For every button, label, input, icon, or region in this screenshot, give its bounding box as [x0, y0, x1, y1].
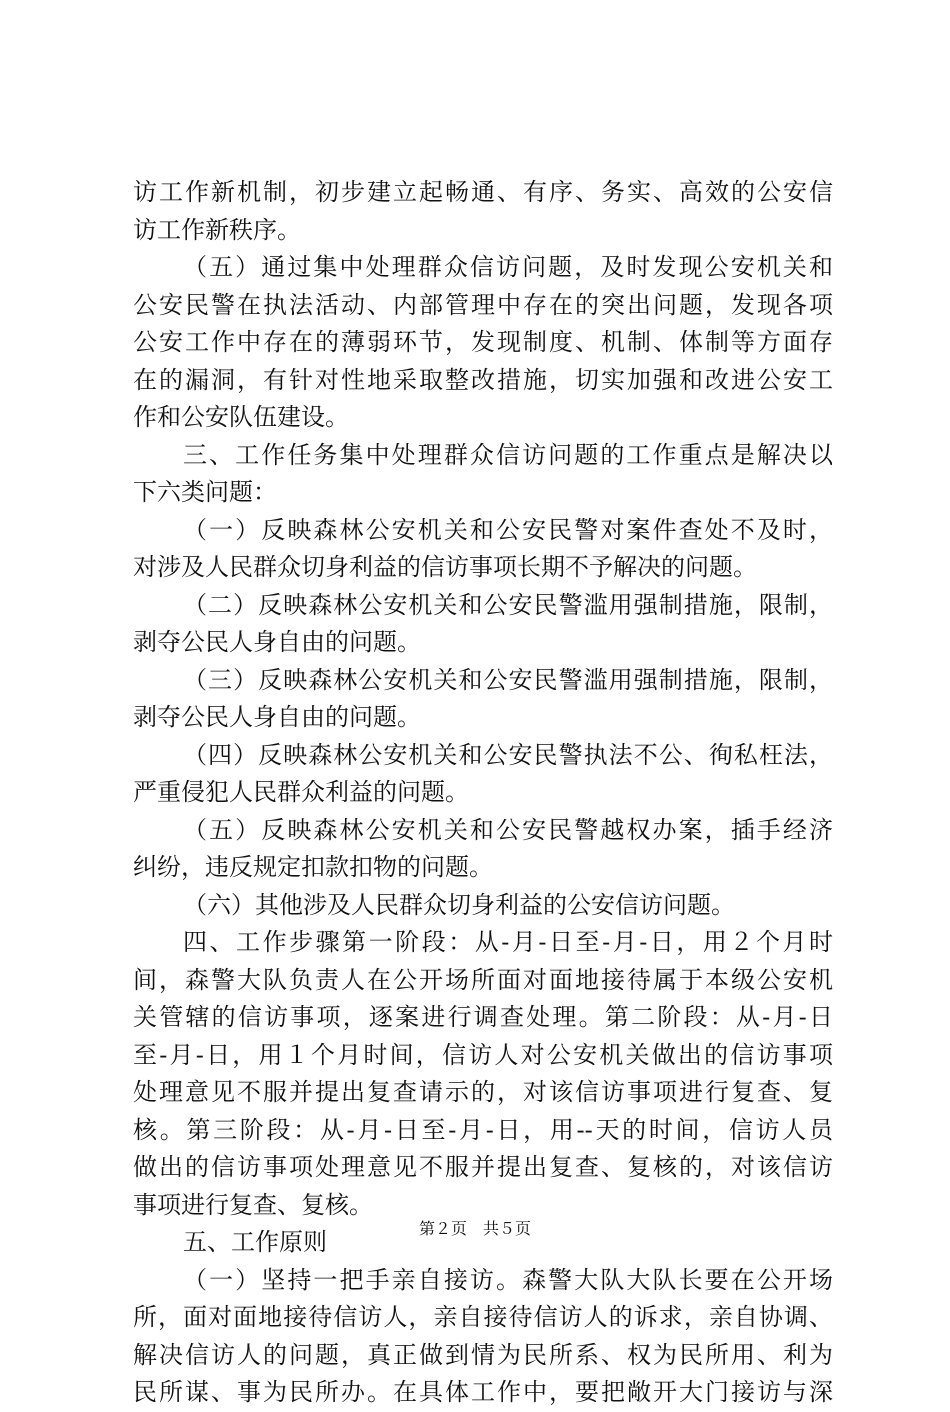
text-line: 访工作新秩序。: [133, 215, 301, 244]
text-line: 在的漏洞，有针对性地采取整改措施，切实加强和改进公安工: [133, 365, 833, 394]
text-line: 所，面对面地接待信访人，亲自接待信访人的诉求，亲自协调、: [133, 1303, 833, 1331]
text-line: 事项进行复查、复核。: [133, 1190, 373, 1219]
text-line: （五）通过集中处理群众信访问题，及时发现公安机关和: [183, 253, 833, 281]
text-line: 四、工作步骤第一阶段：从-月-日至-月-日，用２个月时: [183, 928, 833, 956]
text-line: （四）反映森林公安机关和公安民警执法不公、徇私枉法，: [183, 740, 833, 769]
text-line: 间，森警大队负责人在公开场所面对面地接待属于本级公安机: [133, 965, 833, 994]
text-line: 公安民警在执法活动、内部管理中存在的突出问题，发现各项: [133, 290, 833, 319]
text-line: （一）坚持一把手亲自接访。森警大队大队长要在公开场: [183, 1265, 833, 1294]
text-line: 剥夺公民人身自由的问题。: [133, 628, 421, 656]
text-line: 下六类问题：: [133, 478, 277, 506]
text-line: 作和公安队伍建设。: [133, 403, 349, 431]
text-line: 剥夺公民人身自由的问题。: [133, 703, 421, 731]
text-line: （六）其他涉及人民群众切身利益的公安信访问题。: [183, 890, 735, 919]
text-line: 访工作新机制，初步建立起畅通、有序、务实、高效的公安信: [133, 178, 833, 206]
text-line: 三、工作任务集中处理群众信访问题的工作重点是解决以: [183, 440, 833, 469]
text-line: 解决信访人的问题，真正做到情为民所系、权为民所用、利为: [133, 1340, 833, 1369]
text-line: 至-月-日，用１个月时间，信访人对公安机关做出的信访事项: [133, 1040, 833, 1069]
text-line: 公安工作中存在的薄弱环节，发现制度、机制、体制等方面存: [133, 328, 833, 356]
text-line: （三）反映森林公安机关和公安民警滥用强制措施，限制，: [183, 665, 833, 694]
page-footer: 第２页 共５页: [418, 1219, 531, 1238]
text-line: 做出的信访事项处理意见不服并提出复查、复核的，对该信访: [133, 1153, 833, 1181]
text-line: 对涉及人民群众切身利益的信访事项长期不予解决的问题。: [133, 553, 757, 581]
text-line: 处理意见不服并提出复查请示的，对该信访事项进行复查、复: [133, 1078, 833, 1106]
text-line: （一）反映森林公安机关和公安民警对案件查处不及时，: [183, 515, 833, 544]
text-line: 严重侵犯人民群众利益的问题。: [133, 778, 469, 806]
text-line: （五）反映森林公安机关和公安民警越权办案，插手经济: [183, 815, 833, 844]
text-line: 关管辖的信访事项，逐案进行调查处理。第二阶段：从-月-日: [133, 1003, 833, 1031]
text-line: 核。第三阶段：从-月-日至-月-日，用--天的时间，信访人员: [133, 1115, 833, 1144]
text-line: 五、工作原则: [183, 1228, 327, 1256]
text-line: 纠纷，违反规定扣款扣物的问题。: [133, 853, 493, 881]
text-line: 民所谋、事为民所办。在具体工作中，要把敞开大门接访与深: [133, 1378, 833, 1406]
text-line: （二）反映森林公安机关和公安民警滥用强制措施，限制，: [183, 590, 833, 619]
